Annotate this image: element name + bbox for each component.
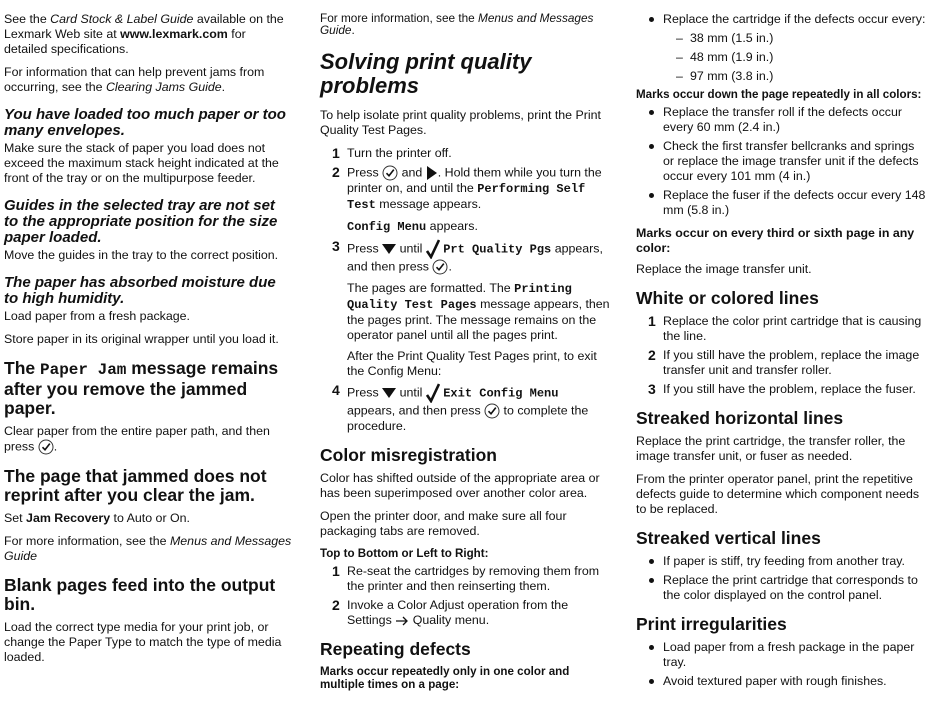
column-left bbox=[4, 12, 292, 673]
white-step-1: 1 Replace the color print cartridge that is causing the line. bbox=[648, 313, 922, 343]
subheading-third-sixth: Marks occur on every third or sixth page in any color: bbox=[636, 226, 915, 255]
heading-color-misregistration: Color misregistration bbox=[320, 445, 497, 465]
checkmark-icon bbox=[426, 383, 440, 403]
heading-moisture: The paper has absorbed moisture due to high humidity. bbox=[4, 274, 276, 307]
intro-paragraph-2: For information that can help prevent jams from occurring, see the Clearing Jams Guide. bbox=[4, 65, 265, 94]
step-2: 2 Press and . Hold them while you turn the printer on, and until the Performing Self Test message appears. Config Menu appears. bbox=[332, 164, 602, 234]
list-item: Replace the print cartridge that corresponds to the color displayed on the control panel. bbox=[636, 573, 926, 603]
white-step-3: 3 If you still have the problem, replace the fuser. bbox=[648, 381, 916, 397]
step-1: 1 Turn the printer off. bbox=[332, 145, 452, 161]
white-step-2: 2 If you still have the problem, replace the image transfer unit and transfer roller. bbox=[648, 347, 920, 377]
subheading-repeat-one-color: Marks occur repeatedly only in one color and multiple times on a page: bbox=[320, 665, 570, 691]
paragraph-moisture-1: Load paper from a fresh package. bbox=[4, 309, 190, 323]
list-item: If paper is stiff, try feeding from another tray. bbox=[636, 554, 926, 569]
paragraph-guides: Move the guides in the tray to the correct position. bbox=[4, 248, 279, 262]
heading-guides-not-set: Guides in the selected tray are not set to the appropriate position for the size paper loaded. bbox=[4, 197, 278, 246]
jam-recovery-setting: Jam Recovery bbox=[26, 511, 111, 525]
column-middle bbox=[320, 12, 610, 695]
paragraph-more-info-2: For more information, see the Menus and Messages Guide. bbox=[320, 11, 594, 37]
heading-no-reprint: The page that jammed does not reprint after you clear the jam. bbox=[4, 466, 267, 505]
paragraph-paper-jam: Clear paper from the entire paper path, and then press . bbox=[4, 424, 270, 454]
quality-test-steps bbox=[320, 146, 610, 434]
heading-vertical-lines: Streaked vertical lines bbox=[636, 528, 821, 548]
paragraph-misreg-2: Open the printer door, and make sure all four packaging tabs are removed. bbox=[320, 509, 567, 538]
lexmark-url[interactable]: www.lexmark.com bbox=[120, 27, 228, 41]
paragraph-too-much-paper: Make sure the stack of paper you load does not exceed the maximum stack height indicated at the front of the tray or on the multipurpose feeder. bbox=[4, 141, 279, 185]
list-item: Replace the cartridge if the defects occur every: bbox=[636, 12, 926, 27]
list-item: Check the first transfer bellcranks and springs or replace the image transfer unit if the defects occur every 101 mm (4 in.) bbox=[636, 139, 926, 184]
checkmark-icon bbox=[426, 239, 440, 259]
white-lines-steps bbox=[636, 314, 926, 397]
paragraph-third-sixth: Replace the image transfer unit. bbox=[636, 262, 812, 276]
paper-jam-message: Paper Jam bbox=[39, 361, 127, 379]
select-button-icon bbox=[432, 259, 448, 275]
printing-quality-test-pages-message: Printing Quality Test Pages bbox=[347, 282, 572, 312]
vertical-lines-list bbox=[636, 554, 926, 603]
heading-repeating-defects: Repeating defects bbox=[320, 639, 471, 659]
cartridge-list bbox=[636, 12, 926, 27]
intro-paragraph-1: See the Card Stock & Label Guide available on the Lexmark Web site at www.lexmark.com for detailed specifications. bbox=[4, 12, 284, 56]
heading-print-irregularities: Print irregularities bbox=[636, 614, 787, 634]
card-stock-guide-ref: Card Stock & Label Guide bbox=[50, 12, 194, 26]
paragraph-print-quality: To help isolate print quality problems, print the Print Quality Test Pages. bbox=[320, 108, 601, 137]
arrow-right-icon bbox=[395, 616, 409, 626]
config-menu-message: Config Menu bbox=[347, 220, 427, 234]
exit-config-menu-message: Exit Config Menu bbox=[443, 386, 559, 401]
list-item: Load paper from a fresh package in the paper tray. bbox=[636, 640, 926, 670]
paragraph-blank-pages: Load the correct type media for your print job, or change the Paper Type to match the type of media loaded. bbox=[4, 620, 282, 664]
all-colors-list bbox=[636, 105, 926, 218]
list-item: – 97 mm (3.8 in.) bbox=[676, 69, 774, 83]
subheading-all-colors: Marks occur down the page repeatedly in all colors: bbox=[636, 88, 922, 101]
down-arrow-icon bbox=[382, 243, 396, 255]
heading-paper-jam-remains: The Paper Jam message remains after you remove the jammed paper. bbox=[4, 358, 279, 418]
right-arrow-icon bbox=[426, 166, 438, 180]
step-4: 4 Press until Exit Config Menu appears, and then press to complete the procedure. bbox=[332, 382, 589, 433]
heading-white-lines: White or colored lines bbox=[636, 288, 819, 308]
paragraph-misreg-1: Color has shifted outside of the appropriate area or has been superimposed over another color area. bbox=[320, 471, 600, 500]
clearing-jams-guide-ref: Clearing Jams Guide bbox=[105, 80, 222, 94]
heading-horizontal-lines: Streaked horizontal lines bbox=[636, 408, 844, 428]
prt-quality-pgs-message: Prt Quality Pgs bbox=[443, 242, 552, 257]
paragraph-more-info-1: For more information, see the Menus and Messages Guide bbox=[4, 534, 292, 563]
list-item: Avoid textured paper with rough finishes. bbox=[636, 674, 926, 689]
select-button-icon bbox=[382, 165, 398, 181]
paragraph-jam-recovery: Set Jam Recovery to Auto or On. bbox=[4, 511, 190, 525]
misreg-steps bbox=[320, 564, 610, 628]
irregularities-list bbox=[636, 640, 926, 689]
defect-interval-list bbox=[636, 31, 926, 84]
misreg-step-1: 1 Re-seat the cartridges by removing them from the printer and then reinserting them. bbox=[332, 563, 600, 593]
list-item: – 48 mm (1.9 in.) bbox=[676, 50, 774, 64]
paragraph-moisture-2: Store paper in its original wrapper until you load it. bbox=[4, 332, 279, 346]
select-button-icon bbox=[484, 403, 500, 419]
select-button-icon bbox=[38, 439, 54, 455]
heading-print-quality: Solving print quality problems bbox=[320, 49, 532, 98]
list-item: Replace the transfer roll if the defects occur every 60 mm (2.4 in.) bbox=[636, 105, 926, 135]
list-item: – 38 mm (1.5 in.) bbox=[676, 31, 774, 45]
down-arrow-icon bbox=[382, 387, 396, 399]
menus-messages-guide-ref-2: Menus and Messages Guide bbox=[320, 11, 594, 37]
misreg-step-2: 2 Invoke a Color Adjust operation from the Settings Quality menu. bbox=[332, 597, 569, 627]
list-item: Replace the fuser if the defects occur every 148 mm (5.8 in.) bbox=[636, 188, 926, 218]
heading-blank-pages: Blank pages feed into the output bin. bbox=[4, 575, 276, 614]
column-right bbox=[636, 12, 926, 693]
menus-messages-guide-ref: Menus and Messages Guide bbox=[4, 534, 292, 563]
heading-too-much-paper: You have loaded too much paper or too many envelopes. bbox=[4, 106, 286, 139]
performing-self-test-message: Performing Self Test bbox=[347, 182, 586, 212]
paragraph-horizontal-1: Replace the print cartridge, the transfer roller, the image transfer unit, or fuser as needed. bbox=[636, 434, 906, 463]
paragraph-horizontal-2: From the printer operator panel, print the repetitive defects guide to determine which component needs to be replaced. bbox=[636, 472, 920, 516]
step-3: 3 Press until Prt Quality Pgs appears, and then press . The pages are formatted. The Printing Quality Test Pages message appears, then the pages print. The message remains on the operator panel until all the pages print. After the Print Quality Test Pages print, to exit the Config Menu: bbox=[332, 238, 610, 378]
subheading-top-bottom: Top to Bottom or Left to Right: bbox=[320, 547, 489, 560]
